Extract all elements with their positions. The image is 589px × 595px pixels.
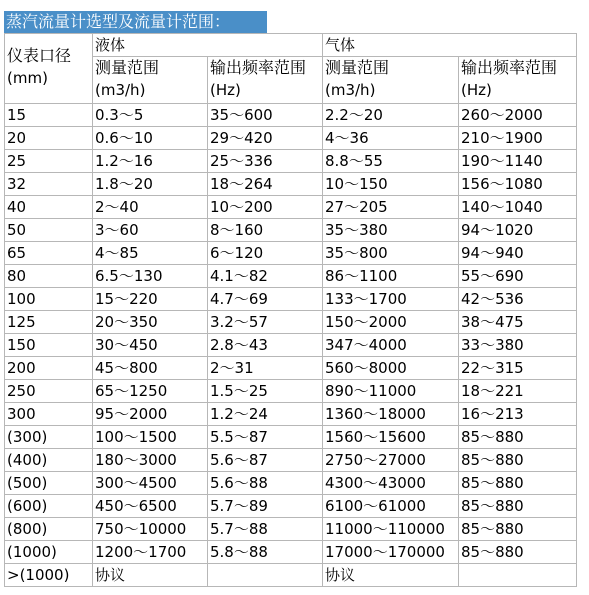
gas-range-cell: 890～11000 — [323, 380, 459, 403]
caliber-cell: (300) — [5, 426, 93, 449]
liquid-range-cell: 65～1250 — [93, 380, 208, 403]
liquid-freq-cell: 29～420 — [208, 127, 323, 150]
caliber-cell: (500) — [5, 472, 93, 495]
liquid-range-cell: 0.3～5 — [93, 104, 208, 127]
gas-freq-cell: 85～880 — [459, 426, 577, 449]
table-row — [5, 449, 577, 472]
table-row — [5, 518, 577, 541]
caliber-cell: 20 — [5, 127, 93, 150]
table-row — [5, 150, 577, 173]
liquid-range-cell: 4～85 — [93, 242, 208, 265]
caliber-cell: (400) — [5, 449, 93, 472]
section-title: 蒸汽流量计选型及流量计范围： — [4, 11, 267, 33]
liquid-range-cell: 45～800 — [93, 357, 208, 380]
gas-freq-cell: 85～880 — [459, 472, 577, 495]
gas-range-cell: 150～2000 — [323, 311, 459, 334]
liquid-range-header — [93, 57, 208, 104]
liquid-freq-cell: 5.5～87 — [208, 426, 323, 449]
liquid-range-cell: 20～350 — [93, 311, 208, 334]
table-row — [5, 380, 577, 403]
liquid-freq-cell: 1.5～25 — [208, 380, 323, 403]
table-row — [5, 219, 577, 242]
liquid-freq-unit: (Hz) — [210, 81, 241, 99]
table-row — [5, 495, 577, 518]
gas-range-cell: 560～8000 — [323, 357, 459, 380]
liquid-range-cell: 1.2～16 — [93, 150, 208, 173]
gas-range-cell: 10～150 — [323, 173, 459, 196]
liquid-freq-label: 输出频率范围 — [210, 58, 307, 77]
liquid-range-cell: 750～10000 — [93, 518, 208, 541]
gas-range-cell: 17000～170000 — [323, 541, 459, 564]
gas-range-cell: 35～380 — [323, 219, 459, 242]
caliber-cell: >(1000) — [5, 564, 93, 587]
gas-freq-unit: (Hz) — [461, 81, 492, 99]
liquid-range-cell: 100～1500 — [93, 426, 208, 449]
caliber-cell: 32 — [5, 173, 93, 196]
gas-range-cell: 11000～110000 — [323, 518, 459, 541]
header-row-1 — [5, 34, 577, 57]
caliber-cell: 300 — [5, 403, 93, 426]
gas-range-cell: 1560～15600 — [323, 426, 459, 449]
liquid-freq-cell: 2.8～43 — [208, 334, 323, 357]
gas-range-cell: 2750～27000 — [323, 449, 459, 472]
table-row — [5, 288, 577, 311]
gas-freq-cell: 42～536 — [459, 288, 577, 311]
liquid-range-label: 测量范围 — [95, 58, 160, 77]
table-row — [5, 541, 577, 564]
liquid-range-cell: 0.6～10 — [93, 127, 208, 150]
table-row — [5, 127, 577, 150]
caliber-label: 仪表口径 — [7, 46, 72, 65]
gas-freq-cell: 55～690 — [459, 265, 577, 288]
liquid-freq-cell: 5.8～88 — [208, 541, 323, 564]
gas-range-cell: 8.8～55 — [323, 150, 459, 173]
caliber-cell: 65 — [5, 242, 93, 265]
caliber-header — [5, 34, 93, 104]
gas-freq-cell: 85～880 — [459, 518, 577, 541]
gas-range-cell: 6100～61000 — [323, 495, 459, 518]
gas-range-header — [323, 57, 459, 104]
table-row — [5, 357, 577, 380]
liquid-range-cell: 1200～1700 — [93, 541, 208, 564]
gas-range-cell: 27～205 — [323, 196, 459, 219]
liquid-range-cell: 协议 — [93, 564, 208, 587]
caliber-unit: (mm) — [7, 69, 48, 87]
flow-range-table — [4, 33, 577, 587]
caliber-cell: 125 — [5, 311, 93, 334]
liquid-freq-cell: 5.7～88 — [208, 518, 323, 541]
liquid-freq-cell: 2～31 — [208, 357, 323, 380]
table-row — [5, 334, 577, 357]
gas-range-label: 测量范围 — [325, 58, 390, 77]
caliber-cell: 250 — [5, 380, 93, 403]
gas-range-cell: 1360～18000 — [323, 403, 459, 426]
gas-freq-cell: 33～380 — [459, 334, 577, 357]
gas-freq-cell: 190～1140 — [459, 150, 577, 173]
table-row — [5, 403, 577, 426]
liquid-freq-cell: 1.2～24 — [208, 403, 323, 426]
liquid-range-cell: 450～6500 — [93, 495, 208, 518]
liquid-freq-cell: 5.7～89 — [208, 495, 323, 518]
table-row — [5, 173, 577, 196]
gas-freq-cell: 85～880 — [459, 495, 577, 518]
gas-range-cell: 4～36 — [323, 127, 459, 150]
table-row — [5, 472, 577, 495]
liquid-freq-cell: 8～160 — [208, 219, 323, 242]
table-row — [5, 265, 577, 288]
caliber-cell: 40 — [5, 196, 93, 219]
gas-range-cell: 4300～43000 — [323, 472, 459, 495]
caliber-cell: (800) — [5, 518, 93, 541]
liquid-freq-cell: 25～336 — [208, 150, 323, 173]
gas-freq-cell: 85～880 — [459, 541, 577, 564]
caliber-cell: 50 — [5, 219, 93, 242]
table-row — [5, 196, 577, 219]
table-row — [5, 242, 577, 265]
caliber-cell: 80 — [5, 265, 93, 288]
caliber-cell: 15 — [5, 104, 93, 127]
gas-freq-cell: 260～2000 — [459, 104, 577, 127]
gas-freq-header — [459, 57, 577, 104]
liquid-range-cell: 1.8～20 — [93, 173, 208, 196]
liquid-freq-cell: 10～200 — [208, 196, 323, 219]
liquid-range-unit: (m3/h) — [95, 81, 146, 99]
gas-range-cell: 2.2～20 — [323, 104, 459, 127]
gas-range-cell: 133～1700 — [323, 288, 459, 311]
liquid-freq-cell: 3.2～57 — [208, 311, 323, 334]
liquid-range-cell: 180～3000 — [93, 449, 208, 472]
gas-freq-label: 输出频率范围 — [461, 58, 558, 77]
liquid-freq-header — [208, 57, 323, 104]
liquid-range-cell: 2～40 — [93, 196, 208, 219]
liquid-header: 液体 — [93, 34, 323, 57]
liquid-freq-cell: 18～264 — [208, 173, 323, 196]
gas-range-cell: 协议 — [323, 564, 459, 587]
gas-range-unit: (m3/h) — [325, 81, 376, 99]
liquid-freq-cell: 5.6～87 — [208, 449, 323, 472]
caliber-cell: (1000) — [5, 541, 93, 564]
table-row — [5, 426, 577, 449]
caliber-cell: (600) — [5, 495, 93, 518]
liquid-range-cell: 6.5～130 — [93, 265, 208, 288]
liquid-range-cell: 95～2000 — [93, 403, 208, 426]
table-row — [5, 104, 577, 127]
liquid-freq-cell: 35～600 — [208, 104, 323, 127]
liquid-range-cell: 30～450 — [93, 334, 208, 357]
gas-freq-cell: 210～1900 — [459, 127, 577, 150]
gas-freq-cell: 38～475 — [459, 311, 577, 334]
gas-freq-cell: 156～1080 — [459, 173, 577, 196]
gas-range-cell: 86～1100 — [323, 265, 459, 288]
liquid-freq-cell: 4.7～69 — [208, 288, 323, 311]
liquid-range-cell: 300～4500 — [93, 472, 208, 495]
caliber-cell: 100 — [5, 288, 93, 311]
liquid-freq-cell: 5.6～88 — [208, 472, 323, 495]
gas-freq-cell — [459, 564, 577, 587]
caliber-cell: 25 — [5, 150, 93, 173]
gas-freq-cell: 18～221 — [459, 380, 577, 403]
gas-range-cell: 35～800 — [323, 242, 459, 265]
gas-freq-cell: 16～213 — [459, 403, 577, 426]
gas-freq-cell: 140～1040 — [459, 196, 577, 219]
gas-freq-cell: 85～880 — [459, 449, 577, 472]
gas-freq-cell: 94～940 — [459, 242, 577, 265]
caliber-cell: 150 — [5, 334, 93, 357]
caliber-cell: 200 — [5, 357, 93, 380]
liquid-freq-cell: 4.1～82 — [208, 265, 323, 288]
liquid-range-cell: 15～220 — [93, 288, 208, 311]
liquid-freq-cell — [208, 564, 323, 587]
gas-freq-cell: 22～315 — [459, 357, 577, 380]
gas-range-cell: 347～4000 — [323, 334, 459, 357]
table-row — [5, 311, 577, 334]
gas-freq-cell: 94～1020 — [459, 219, 577, 242]
liquid-freq-cell: 6～120 — [208, 242, 323, 265]
liquid-range-cell: 3～60 — [93, 219, 208, 242]
table-row — [5, 564, 577, 587]
gas-header: 气体 — [323, 34, 577, 57]
